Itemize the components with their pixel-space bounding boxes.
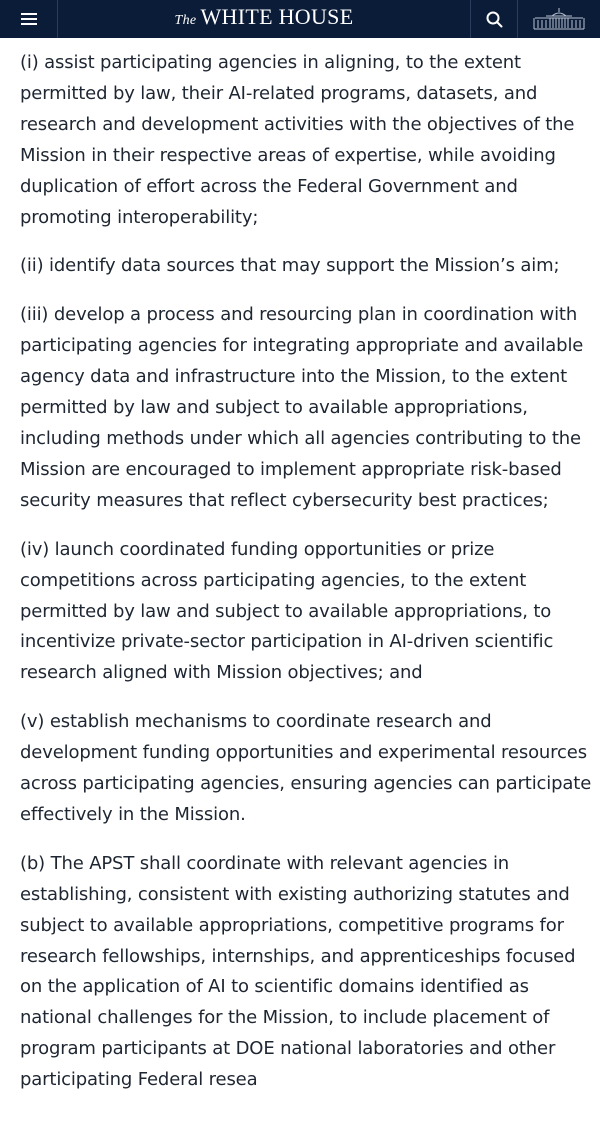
paragraph-i: (i) assist participating agencies in aligning, to the extent permitted by law, their AI-related programs, datasets, and research and development activities with the objectives of the Mission in their respective areas of expertise, while avoiding duplication of effort across the Federal Government and promoting interoperability; xyxy=(20,52,575,228)
paragraph-ii: (ii) identify data sources that may support the Mission’s aim; xyxy=(20,255,560,277)
brand-prefix: The xyxy=(174,13,197,28)
paragraph-b: (b) The APST shall coordinate with relevant agencies in establishing, consistent with existing authorizing statutes and subject to available appropriations, competitive programs for research fellowships, internships, and apprenticeships focused on the application of AI to scientific domains identified as national challenges for the Mission, to include placement of program participants at DOE national laboratories and other participating Federal resea xyxy=(20,852,576,1091)
search-button[interactable] xyxy=(470,0,518,38)
article-body xyxy=(20,48,595,1114)
text-fade-overlay xyxy=(470,1100,600,1134)
menu-button[interactable] xyxy=(0,0,58,38)
white-house-building-icon xyxy=(532,7,586,31)
search-icon xyxy=(486,11,503,28)
hamburger-menu-icon xyxy=(21,13,37,25)
paragraph-iii: (iii) develop a process and resourcing plan in coordination with participating agencies for integrating appropriate and available agency data and infrastructure into the Mission, to the extent permitted by law and subject to available appropriations, including methods under which all agencies contributing to the Mission are encouraged to implement appropriate risk-based security measures that reflect cybersecurity best practices; xyxy=(20,304,584,511)
brand-name: WHITE HOUSE xyxy=(200,4,354,29)
site-brand-link[interactable] xyxy=(58,0,470,40)
white-house-logo-link[interactable] xyxy=(518,0,600,38)
paragraph-v: (v) establish mechanisms to coordinate research and development funding opportunities and experimental resources across participating agencies, ensuring agencies can participate effectively in the Mission. xyxy=(20,711,592,825)
paragraph-iv: (iv) launch coordinated funding opportunities or prize competitions across participating agencies, to the extent permitted by law and subject to available appropriations, to incentivize private-sector participation in AI-driven scientific research aligned with Mission objectives; and xyxy=(20,538,554,684)
top-navigation-bar xyxy=(0,0,600,38)
